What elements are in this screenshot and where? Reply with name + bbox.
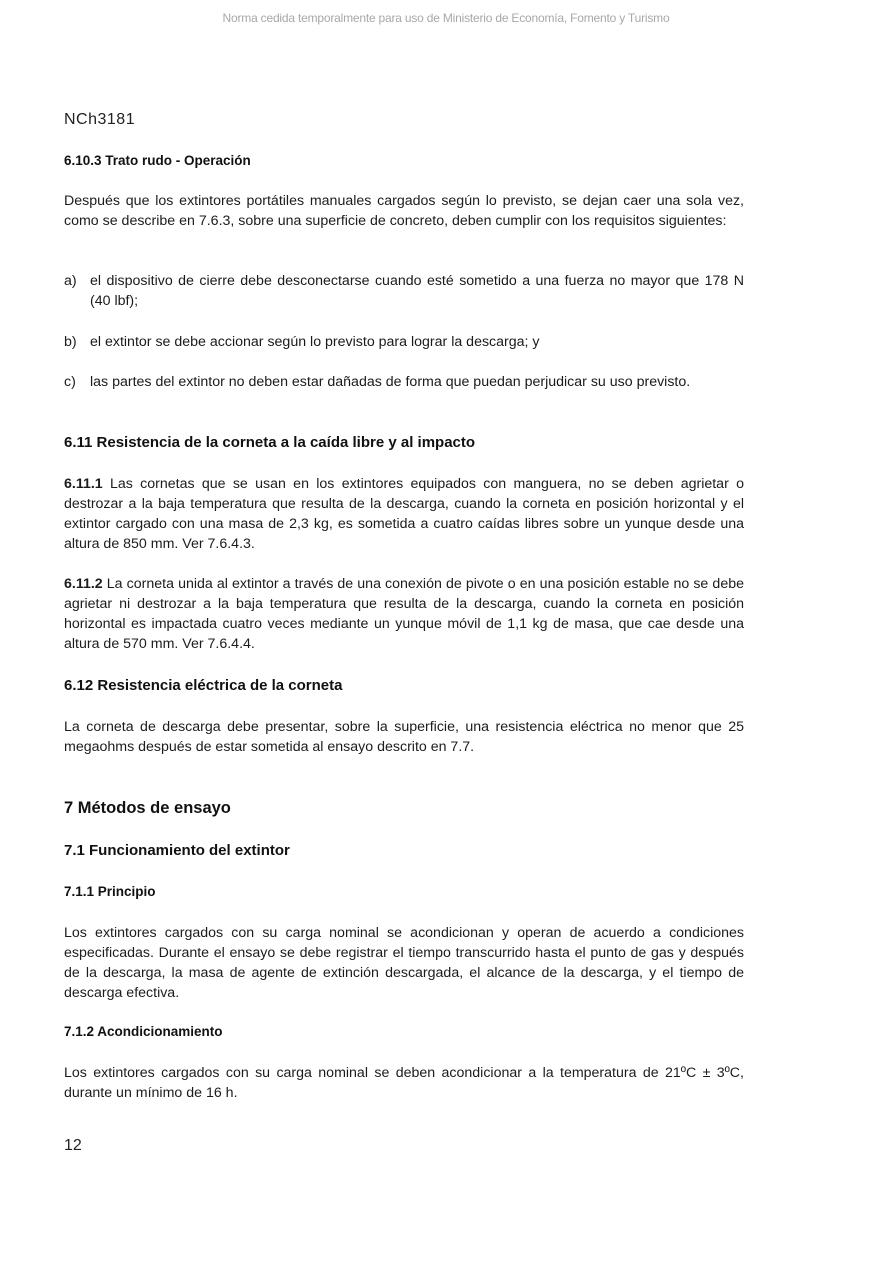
watermark: Norma cedida temporalmente para uso de Ministerio de Economía, Fomento y Turismo [222, 11, 670, 25]
list-marker: b) [64, 334, 77, 350]
paragraph-6-12: La corneta de descarga debe presentar, sobre la superficie, una resistencia eléctrica no menor que 25 megaohms después de estar sometida al ensayo descrito en 7.7. [64, 719, 744, 755]
heading-6-10-3: 6.10.3 Trato rudo - Operación [64, 153, 251, 168]
heading-7-1-2: 7.1.2 Acondicionamiento [64, 1024, 223, 1039]
list-item-text: el extintor se debe accionar según lo previsto para lograr la descarga; y [90, 334, 540, 350]
paragraph-6-10-3-intro: Después que los extintores portátiles manuales cargados según lo previsto, se dejan caer una sola vez, como se describe en 7.6.3, sobre una superficie de concreto, deben cumplir con los requisitos siguientes: [64, 193, 744, 229]
list-item-a [64, 271, 744, 311]
clause-text: La corneta unida al extintor a través de una conexión de pivote o en una posición estable no se debe agrietar ni destrozar a la baja temperatura que resulta de la descarga, cuando la corneta en posición horizontal es impactada cuatro veces mediante un yunque móvil de 1,1 kg de masa, que cae desde una altura de 570 mm. Ver 7.6.4.4. [64, 576, 744, 652]
list-item-c [64, 372, 744, 392]
paragraph-6-11-2 [64, 574, 744, 654]
clause-text: Las cornetas que se usan en los extintores equipados con manguera, no se deben agrietar o destrozar a la baja temperatura que resulta de la descarga, cuando la corneta en posición horizontal y el extintor cargado con una masa de 2,3 kg, es sometida a cuatro caídas libres sobre un yunque desde una altura de 850 mm. Ver 7.6.4.3. [64, 476, 744, 552]
heading-6-12: 6.12 Resistencia eléctrica de la corneta [64, 677, 343, 694]
list-item-text: las partes del extintor no deben estar dañadas de forma que puedan perjudicar su uso previsto. [90, 374, 691, 390]
list-marker: c) [64, 374, 76, 390]
heading-7-1: 7.1 Funcionamiento del extintor [64, 842, 290, 859]
list-item-b [64, 332, 744, 352]
paragraph-6-11-1 [64, 474, 744, 554]
list-item-text: el dispositivo de cierre debe desconectarse cuando esté sometido a una fuerza no mayor que 178 N (40 lbf); [90, 273, 744, 309]
heading-7: 7 Métodos de ensayo [64, 799, 231, 817]
list-marker: a) [64, 273, 77, 289]
paragraph-7-1-1: Los extintores cargados con su carga nominal se acondicionan y operan de acuerdo a condiciones especificadas. Durante el ensayo se debe registrar el tiempo transcurrido hasta el punto de gas y después de la descarga, la masa de agente de extinción descargada, el alcance de la descarga, y el tiempo de descarga efectiva. [64, 925, 744, 1001]
page-number: 12 [64, 1137, 82, 1154]
clause-number: 6.11.1 [64, 476, 103, 492]
heading-7-1-1: 7.1.1 Principio [64, 884, 156, 899]
heading-6-11: 6.11 Resistencia de la corneta a la caída libre y al impacto [64, 434, 476, 451]
paragraph-7-1-2: Los extintores cargados con su carga nominal se deben acondicionar a la temperatura de 21ºC ± 3ºC, durante un mínimo de 16 h. [64, 1065, 744, 1101]
clause-number: 6.11.2 [64, 576, 103, 592]
document-id: NCh3181 [64, 111, 136, 128]
